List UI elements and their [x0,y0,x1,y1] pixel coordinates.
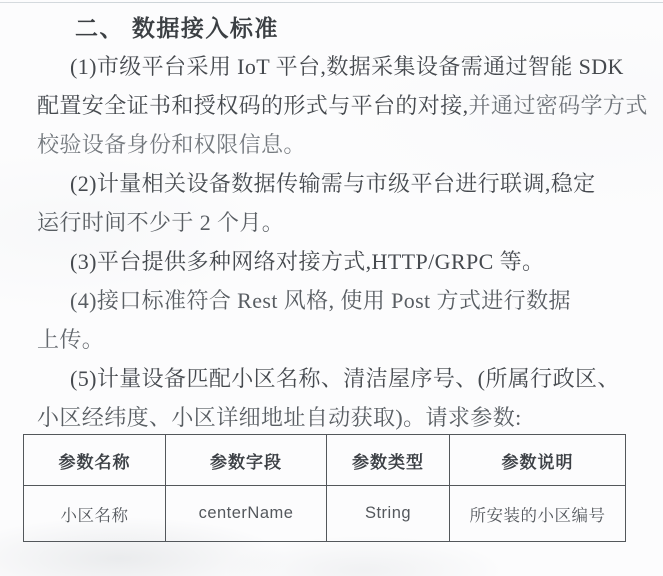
line-text: 校验设备身份和权限信息。 [37,132,306,157]
paragraphs [37,47,648,437]
line-text: 运行时间不少于 2 个月。 [37,210,285,235]
paragraph-line-10 [37,398,643,437]
line-text: (3)平台提供多种网络对接方式,HTTP/GRPC 等。 [70,249,545,274]
paragraph-line-8 [37,320,643,359]
line-text: 上传。 [37,327,105,352]
line-text: (4)接口标准符合 Rest 风格, 使用 Post 方式进行数据 [70,288,571,313]
document-body [37,0,648,542]
section-heading: 二、 数据接入标准 [75,15,279,41]
table-row [24,486,626,542]
paragraph-line-3 [37,125,643,164]
paragraph-line-6 [37,242,643,281]
line-text: 配置安全证书和授权码的形式与平台的对接, [37,93,469,118]
paragraph-line-5 [37,203,643,242]
line-text: (5)计量设备匹配小区名称、清洁屋序号、(所属行政区、 [70,366,620,391]
table-header-param-desc: 参数说明 [450,435,626,486]
table-header-param-field: 参数字段 [166,435,327,486]
paragraph-line-1 [37,47,643,86]
line-text-faded: 并通过密码学方式 [468,93,648,118]
table-cell-param-type: String [327,486,450,542]
paragraph-line-4 [37,164,643,203]
line-text: (2)计量相关设备数据传输需与市级平台进行联调,稳定 [70,171,596,196]
params-table [23,434,626,542]
paragraph-line-7 [37,281,643,320]
paragraph-line-9 [37,359,643,398]
paragraph-line-2 [37,86,648,125]
table-header-param-name: 参数名称 [24,435,166,486]
table-header-row [24,435,626,486]
table-header-param-type: 参数类型 [327,435,450,486]
table-cell-param-desc: 所安装的小区编号 [450,486,626,542]
line-text: (1)市级平台采用 IoT 平台,数据采集设备需通过智能 SDK [70,54,624,79]
table-cell-param-name: 小区名称 [24,486,166,542]
table-cell-param-field: centerName [166,486,327,542]
line-text: 小区经纬度、小区详细地址自动获取)。请求参数: [37,405,522,430]
